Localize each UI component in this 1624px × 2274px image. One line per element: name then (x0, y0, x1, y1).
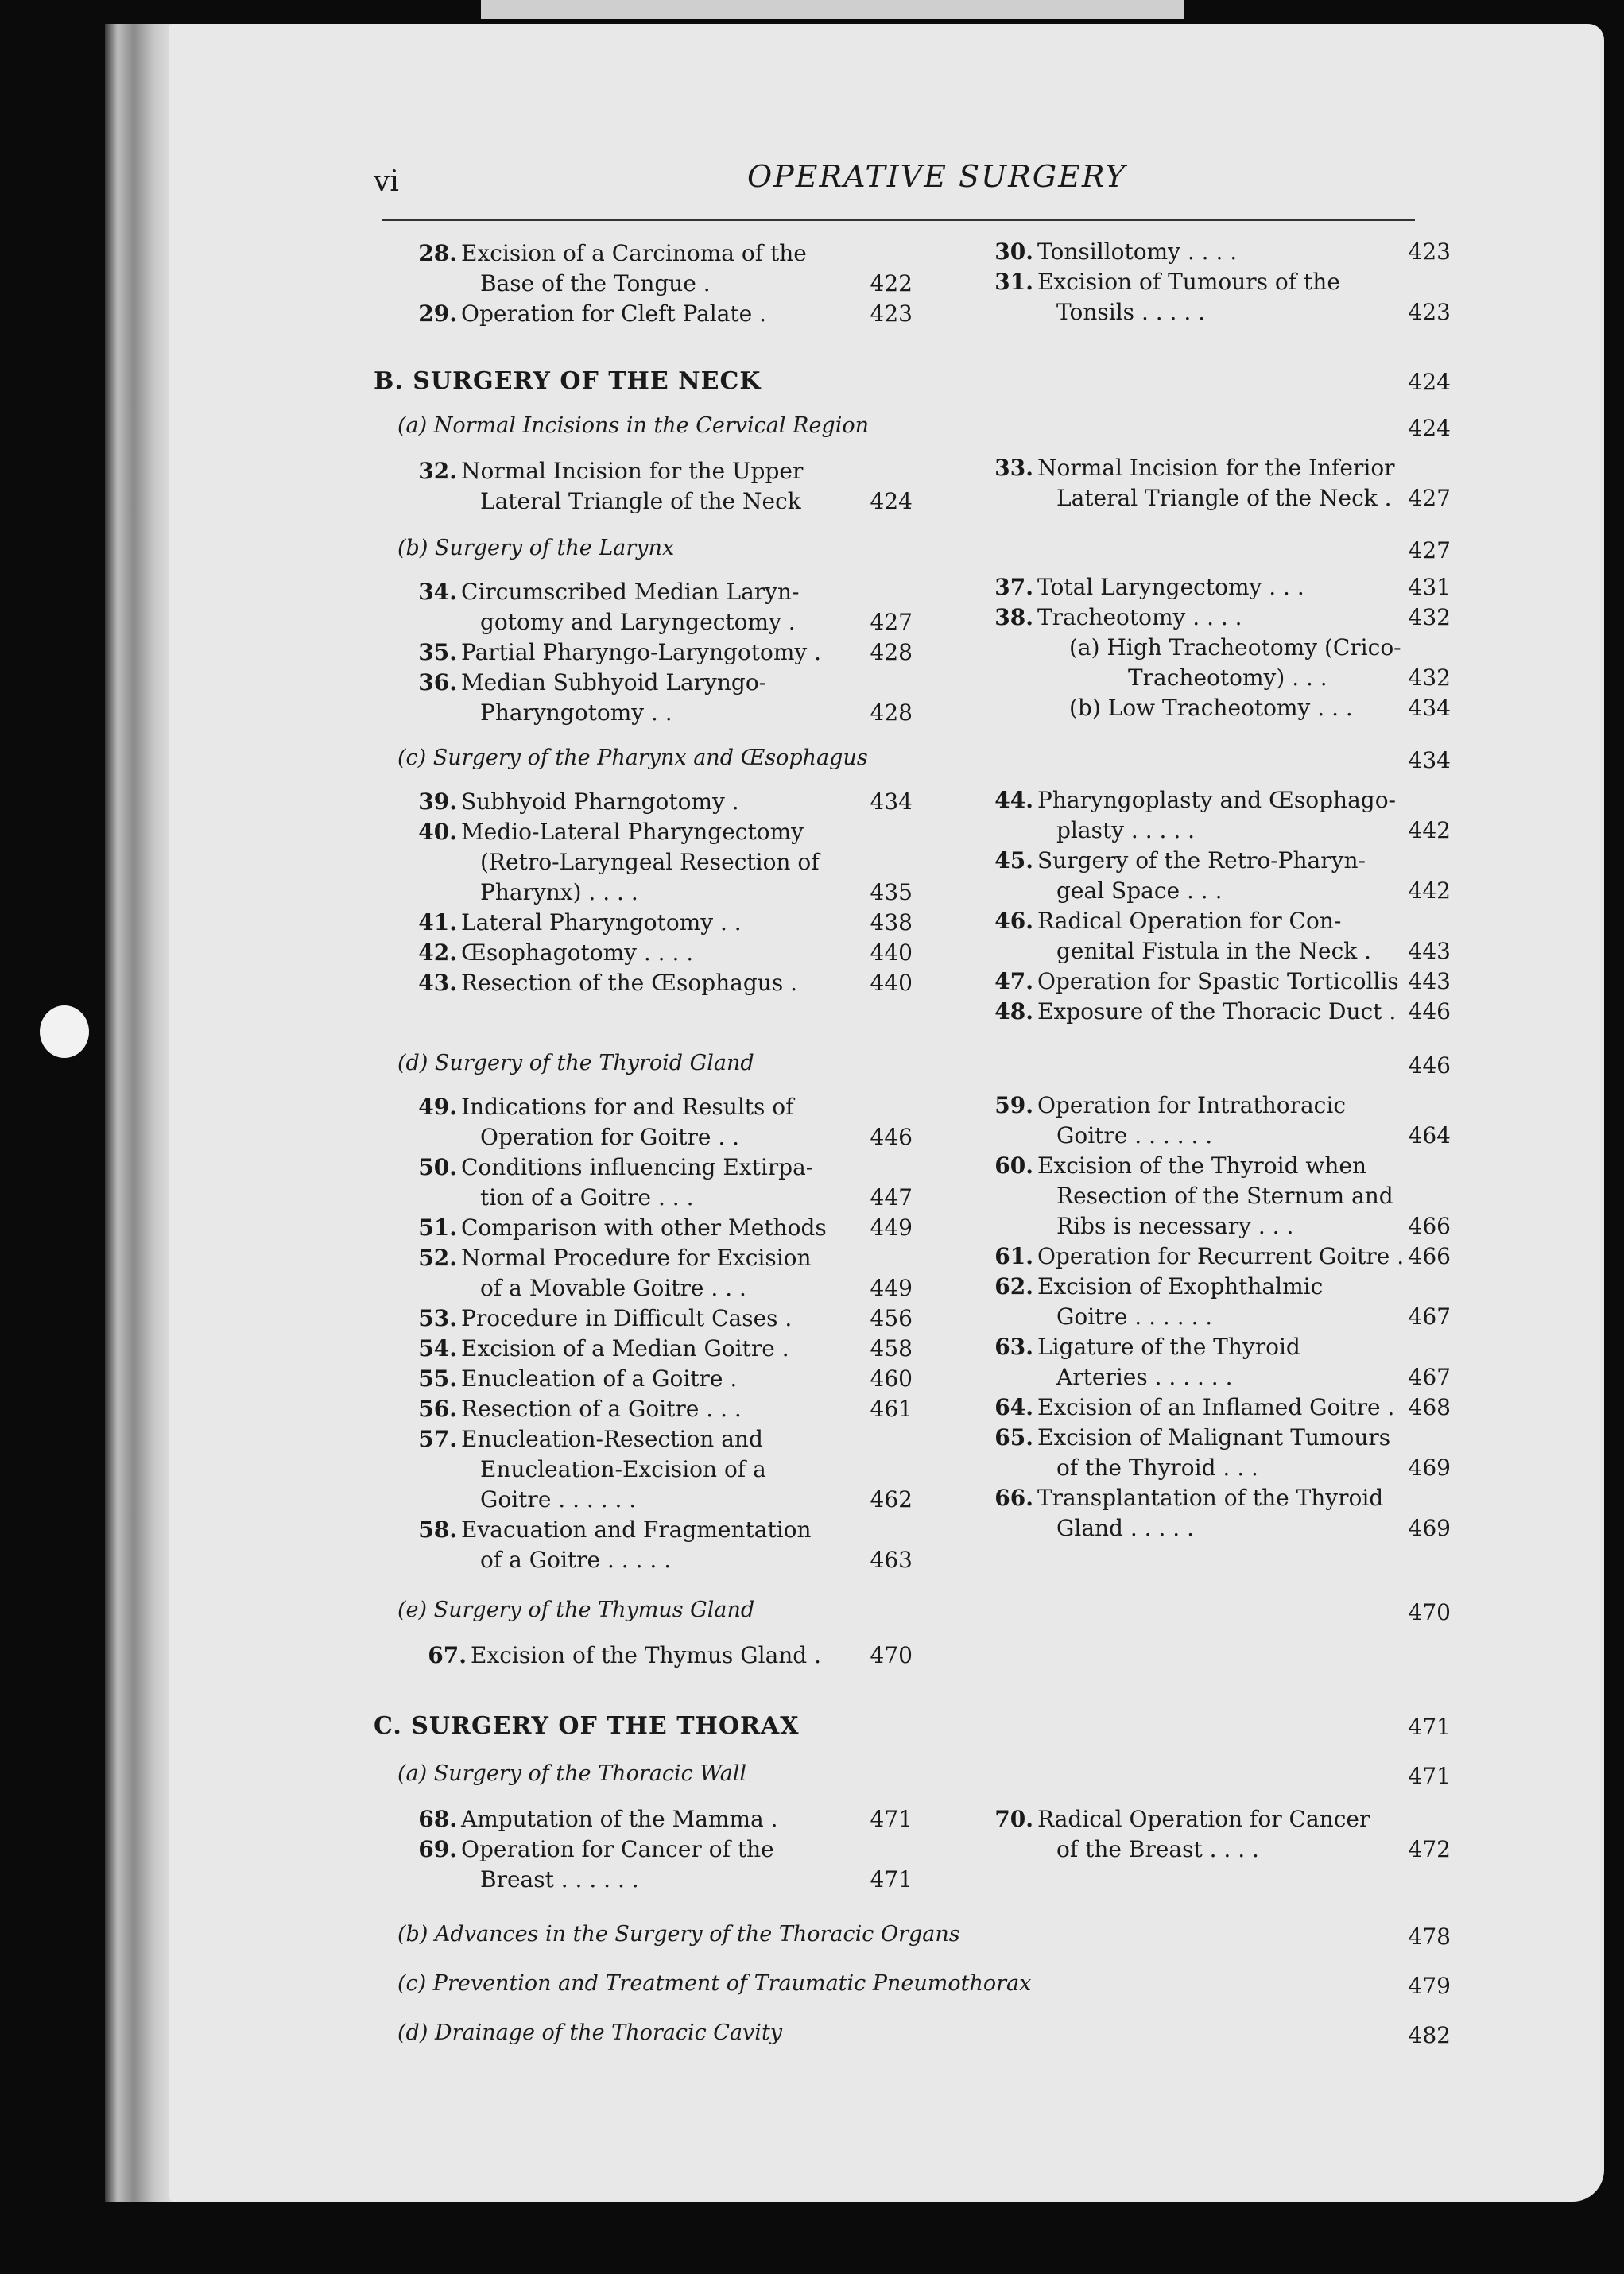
entry-page-number: 471 (870, 1866, 913, 1892)
entry-page-number: 423 (1408, 299, 1451, 325)
entry-title: Resection of the Œsophagus . (461, 970, 797, 996)
entry-page-number: 428 (870, 639, 913, 665)
entry-page-number: 467 (1408, 1364, 1451, 1390)
entry-title: Circumscribed Median Laryn- (461, 579, 800, 605)
entry-title: (Retro-Laryngeal Resection of (480, 849, 820, 875)
entry-page-number: 464 (1408, 1122, 1451, 1149)
entry-page-number: 471 (870, 1806, 913, 1832)
entry-page-number: 423 (1408, 238, 1451, 265)
entry-title: Pharynx) . . . . (480, 879, 638, 905)
entry-number: 52. (418, 1245, 457, 1271)
entry-title: Median Subhyoid Laryngo- (461, 669, 767, 695)
entry-number: 41. (418, 909, 457, 936)
subsection-heading: (e) Surgery of the Thymus Gland (397, 1598, 755, 1622)
entry-title: Ligature of the Thyroid (1037, 1334, 1300, 1360)
entry-number: 53. (418, 1305, 457, 1331)
entry-title: Resection of a Goitre . . . (461, 1396, 742, 1422)
entry-title: Conditions influencing Extirpa- (461, 1154, 814, 1180)
entry-title: Enucleation of a Goitre . (461, 1366, 738, 1392)
entry-title: Ribs is necessary . . . (1056, 1213, 1294, 1239)
entry-page-number: 431 (1408, 574, 1451, 600)
entry-number: 49. (418, 1094, 457, 1120)
entry-title: plasty . . . . . (1056, 817, 1196, 843)
entry-number: 44. (994, 787, 1033, 813)
subsection-heading: (d) Surgery of the Thyroid Gland (397, 1051, 754, 1075)
section-page-number: 470 (1408, 1599, 1451, 1625)
entry-page-number: 443 (1408, 968, 1451, 994)
entry-title: Arteries . . . . . . (1056, 1364, 1233, 1390)
entry-number: 54. (418, 1335, 457, 1362)
entry-number: 31. (994, 269, 1033, 295)
entry-number: 42. (418, 939, 457, 966)
section-page-number: 446 (1408, 1052, 1451, 1079)
entry-title: Resection of the Sternum and (1056, 1183, 1393, 1209)
entry-page-number: 440 (870, 970, 913, 996)
entry-page-number: 427 (870, 609, 913, 635)
entry-page-number: 466 (1408, 1243, 1451, 1269)
entry-page-number: 456 (870, 1305, 913, 1331)
entry-title: Evacuation and Fragmentation (461, 1517, 812, 1543)
entry-page-number: 469 (1408, 1455, 1451, 1481)
entry-page-number: 461 (870, 1396, 913, 1422)
entry-number: 51. (418, 1214, 457, 1241)
entry-page-number: 427 (1408, 485, 1451, 511)
entry-number: 28. (418, 240, 457, 266)
entry-number: 69. (418, 1836, 457, 1862)
entry-number: 65. (994, 1424, 1033, 1451)
entry-page-number: 460 (870, 1366, 913, 1392)
entry-title: Transplantation of the Thyroid (1037, 1485, 1384, 1511)
entry-title: Procedure in Difficult Cases . (461, 1305, 793, 1331)
entry-title: Excision of a Carcinoma of the (461, 240, 807, 266)
entry-number: 33. (994, 455, 1033, 481)
entry-number: 45. (994, 847, 1033, 874)
entry-page-number: 446 (1408, 998, 1451, 1025)
entry-number: 34. (418, 579, 457, 605)
book-spine (105, 24, 176, 2202)
entry-page-number: 458 (870, 1335, 913, 1362)
entry-title: Subhyoid Pharngotomy . (461, 788, 739, 815)
entry-title: Radical Operation for Con- (1037, 908, 1342, 934)
entry-title: Radical Operation for Cancer (1037, 1806, 1370, 1832)
entry-page-number: 432 (1408, 604, 1451, 630)
entry-title: Indications for and Results of (461, 1094, 794, 1120)
entry-page-number: 432 (1408, 664, 1451, 691)
entry-title: Excision of Malignant Tumours (1037, 1424, 1391, 1451)
header-rule (382, 219, 1415, 221)
entry-title: of a Goitre . . . . . (480, 1547, 672, 1573)
entry-page-number: 442 (1408, 817, 1451, 843)
entry-title: Goitre . . . . . . (1056, 1122, 1213, 1149)
entry-title: Normal Incision for the Inferior (1037, 455, 1395, 481)
entry-title: Normal Incision for the Upper (461, 458, 804, 484)
page-top-edge (481, 0, 1184, 19)
entry-title: Operation for Goitre . . (480, 1124, 740, 1150)
section-page-number: 424 (1408, 369, 1451, 395)
entry-number: 32. (418, 458, 457, 484)
entry-title: Tracheotomy . . . . (1037, 604, 1242, 630)
entry-title: Exposure of the Thoracic Duct . (1037, 998, 1397, 1025)
entry-number: 55. (418, 1366, 457, 1392)
entry-title: Base of the Tongue . (480, 270, 711, 296)
section-page-number: 482 (1408, 2022, 1451, 2048)
entry-page-number: 469 (1408, 1515, 1451, 1541)
subsection-heading: (d) Drainage of the Thoracic Cavity (397, 2020, 783, 2045)
entry-number: 48. (994, 998, 1033, 1025)
entry-page-number: 423 (870, 300, 913, 327)
entry-title: of the Thyroid . . . (1056, 1455, 1258, 1481)
entry-number: 56. (418, 1396, 457, 1422)
subsection-heading: (c) Prevention and Treatment of Traumatic Pneumothorax (397, 1971, 1032, 1996)
entry-title: Lateral Triangle of the Neck (480, 488, 801, 514)
entry-title: gotomy and Laryngectomy . (480, 609, 796, 635)
entry-number: 46. (994, 908, 1033, 934)
section-page-number: 427 (1408, 537, 1451, 564)
entry-title: Gland . . . . . (1056, 1515, 1194, 1541)
entry-title: Medio-Lateral Pharyngectomy (461, 819, 804, 845)
section-page-number: 479 (1408, 1973, 1451, 1999)
section-heading: C. SURGERY OF THE THORAX (374, 1712, 800, 1740)
entry-number: 62. (994, 1273, 1033, 1300)
entry-title: Partial Pharyngo-Laryngotomy . (461, 639, 822, 665)
paper-stain (40, 1005, 89, 1058)
entry-number: 40. (418, 819, 457, 845)
entry-title: (b) Low Tracheotomy . . . (1069, 695, 1353, 721)
entry-title: Operation for Spastic Torticollis (1037, 968, 1399, 994)
entry-number: 66. (994, 1485, 1033, 1511)
entry-title: Excision of a Median Goitre . (461, 1335, 789, 1362)
subsection-heading: (b) Advances in the Surgery of the Thoracic Organs (397, 1922, 960, 1947)
entry-page-number: 449 (870, 1214, 913, 1241)
entry-title: of a Movable Goitre . . . (480, 1275, 746, 1301)
entry-number: 68. (418, 1806, 457, 1832)
entry-page-number: 463 (870, 1547, 913, 1573)
entry-title: genital Fistula in the Neck . (1056, 938, 1372, 964)
entry-title: Lateral Pharyngotomy . . (461, 909, 742, 936)
entry-title: Operation for Cleft Palate . (461, 300, 767, 327)
entry-page-number: 440 (870, 939, 913, 966)
entry-page-number: 466 (1408, 1213, 1451, 1239)
entry-title: Goitre . . . . . . (1056, 1304, 1213, 1330)
entry-title: Normal Procedure for Excision (461, 1245, 812, 1271)
entry-number: 39. (418, 788, 457, 815)
entry-number: 59. (994, 1092, 1033, 1118)
entry-number: 36. (418, 669, 457, 695)
entry-title: of the Breast . . . . (1056, 1836, 1259, 1862)
entry-number: 57. (418, 1426, 457, 1452)
entry-number: 70. (994, 1806, 1033, 1832)
entry-page-number: 424 (870, 488, 913, 514)
entry-title: Excision of the Thymus Gland . (471, 1642, 822, 1668)
entry-title: Lateral Triangle of the Neck . (1056, 485, 1392, 511)
entry-page-number: 472 (1408, 1836, 1451, 1862)
entry-page-number: 438 (870, 909, 913, 936)
entry-title: Tonsillotomy . . . . (1037, 238, 1238, 265)
entry-title: Operation for Recurrent Goitre . (1037, 1243, 1405, 1269)
entry-title: (a) High Tracheotomy (Crico- (1069, 634, 1401, 661)
section-page-number: 434 (1408, 747, 1451, 773)
entry-title: Operation for Intrathoracic (1037, 1092, 1346, 1118)
entry-number: 60. (994, 1152, 1033, 1179)
entry-title: Enucleation-Excision of a (480, 1456, 766, 1482)
entry-page-number: 446 (870, 1124, 913, 1150)
entry-page-number: 467 (1408, 1304, 1451, 1330)
subsection-heading: (a) Surgery of the Thoracic Wall (397, 1761, 747, 1786)
section-page-number: 478 (1408, 1923, 1451, 1950)
entry-title: Operation for Cancer of the (461, 1836, 774, 1862)
section-page-number: 424 (1408, 415, 1451, 441)
entry-title: Excision of an Inflamed Goitre . (1037, 1394, 1395, 1420)
subsection-heading: (c) Surgery of the Pharynx and Œsophagus (397, 746, 868, 770)
entry-number: 47. (994, 968, 1033, 994)
entry-number: 61. (994, 1243, 1033, 1269)
entry-title: geal Space . . . (1056, 877, 1223, 904)
section-heading: B. SURGERY OF THE NECK (374, 367, 762, 395)
entry-number: 35. (418, 639, 457, 665)
subsection-heading: (a) Normal Incisions in the Cervical Region (397, 413, 869, 438)
entry-number: 63. (994, 1334, 1033, 1360)
entry-page-number: 468 (1408, 1394, 1451, 1420)
entry-number: 37. (994, 574, 1033, 600)
page-numeral: vi (374, 165, 399, 198)
entry-page-number: 422 (870, 270, 913, 296)
entry-page-number: 462 (870, 1486, 913, 1513)
entry-title: Excision of the Thyroid when (1037, 1152, 1367, 1179)
section-page-number: 471 (1408, 1763, 1451, 1789)
entry-title: Tracheotomy) . . . (1128, 664, 1327, 691)
entry-number: 30. (994, 238, 1033, 265)
entry-title: Tonsils . . . . . (1056, 299, 1206, 325)
entry-page-number: 447 (870, 1184, 913, 1211)
entry-number: 64. (994, 1394, 1033, 1420)
entry-title: Amputation of the Mamma . (461, 1806, 778, 1832)
entry-page-number: 443 (1408, 938, 1451, 964)
entry-number: 38. (994, 604, 1033, 630)
entry-page-number: 434 (1408, 695, 1451, 721)
entry-title: tion of a Goitre . . . (480, 1184, 694, 1211)
entry-title: Excision of Tumours of the (1037, 269, 1340, 295)
section-page-number: 471 (1408, 1714, 1451, 1740)
entry-title: Goitre . . . . . . (480, 1486, 637, 1513)
entry-title: Pharyngotomy . . (480, 699, 672, 726)
entry-title: Excision of Exophthalmic (1037, 1273, 1324, 1300)
entry-page-number: 442 (1408, 877, 1451, 904)
entry-title: Surgery of the Retro-Pharyn- (1037, 847, 1366, 874)
entry-title: Breast . . . . . . (480, 1866, 639, 1892)
entry-title: Total Laryngectomy . . . (1037, 574, 1304, 600)
entry-page-number: 428 (870, 699, 913, 726)
entry-title: Comparison with other Methods (461, 1214, 827, 1241)
entry-number: 58. (418, 1517, 457, 1543)
entry-page-number: 435 (870, 879, 913, 905)
entry-page-number: 449 (870, 1275, 913, 1301)
entry-title: Enucleation-Resection and (461, 1426, 763, 1452)
subsection-heading: (b) Surgery of the Larynx (397, 536, 675, 560)
entry-number: 43. (418, 970, 457, 996)
entry-page-number: 434 (870, 788, 913, 815)
entry-number: 29. (418, 300, 457, 327)
entry-title: Pharyngoplasty and Œsophago- (1037, 787, 1397, 813)
running-title: OPERATIVE SURGERY (747, 159, 1127, 194)
entry-page-number: 470 (870, 1642, 913, 1668)
entry-number: 50. (418, 1154, 457, 1180)
entry-number: 67. (428, 1642, 467, 1668)
entry-title: Œsophagotomy . . . . (461, 939, 694, 966)
